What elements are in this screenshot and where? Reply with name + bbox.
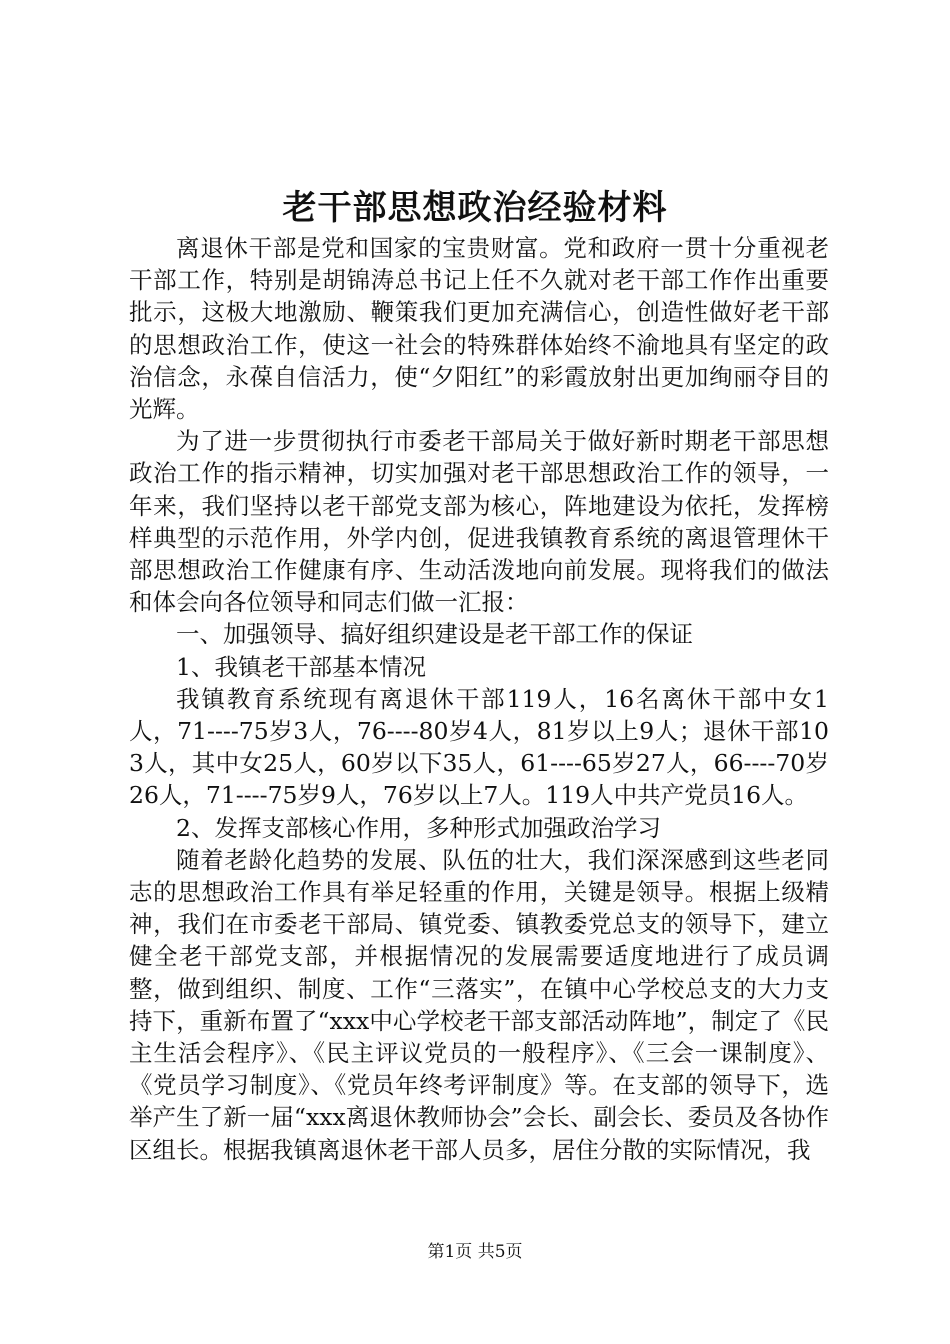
document-body — [129, 232, 829, 1166]
paragraph-purpose: 为了进一步贯彻执行市委老干部局关于做好新时期老干部思想政治工作的指示精神，切实加强对老干部思想政治工作的领导，一年来，我们坚持以老干部党支部为核心，阵地建设为依托，发挥榜样典型的示范作用，外学内创，促进我镇教育系统的离退管理休干部思想政治工作健康有序、生动活泼地向前发展。现将我们的做法和体会向各位领导和同志们做一汇报： — [129, 427, 829, 617]
paragraph-intro: 离退休干部是党和国家的宝贵财富。党和政府一贯十分重视老干部工作，特别是胡锦涛总书记上任不久就对老干部工作作出重要批示，这极大地激励、鞭策我们更加充满信心，创造性做好老干部的思想政治工作，使这一社会的特殊群体始终不渝地具有坚定的政治信念，永葆自信活力，使“夕阳红”的彩霞放射出更加绚丽夺目的光辉。 — [129, 234, 829, 424]
subheading-1: 1、我镇老干部基本情况 — [176, 652, 426, 681]
document-title: 老干部思想政治经验材料 — [282, 188, 668, 228]
paragraph-statistics: 我镇教育系统现有离退休干部119人，16名离休干部中女1人，71----75岁3人，76----80岁4人，81岁以上9人；退休干部103人，其中女25人，60岁以下35人，61----65岁27人，66----70岁26人，71----75岁9人，76岁以上7人。119人中共产党员16人。 — [129, 684, 829, 810]
page-footer: 第1页 共5页 — [427, 1242, 523, 1262]
subheading-2: 2、发挥支部核心作用，多种形式加强政治学习 — [176, 813, 661, 842]
paragraph-branch-work: 随着老龄化趋势的发展、队伍的壮大，我们深深感到这些老同志的思想政治工作具有举足轻重的作用，关键是领导。根据上级精神，我们在市委老干部局、镇党委、镇教委党总支的领导下，建立健全老干部党支部，并根据情况的发展需要适度地进行了成员调整，做到组织、制度、工作“三落实”，在镇中心学校总支的大力支持下，重新布置了“xxx中心学校老干部支部活动阵地”，制定了《民主生活会程序》、《民主评议党员的一般程序》、《三会一课制度》、《党员学习制度》、《党员年终考评制度》等。在支部的领导下，选举产生了新一届“xxx离退休教师协会”会长、副会长、委员及各协作区组长。根据我镇离退休老干部人员多，居住分散的实际情况，我 — [129, 845, 829, 1164]
section-heading-1: 一、加强领导、搞好组织建设是老干部工作的保证 — [176, 620, 693, 649]
